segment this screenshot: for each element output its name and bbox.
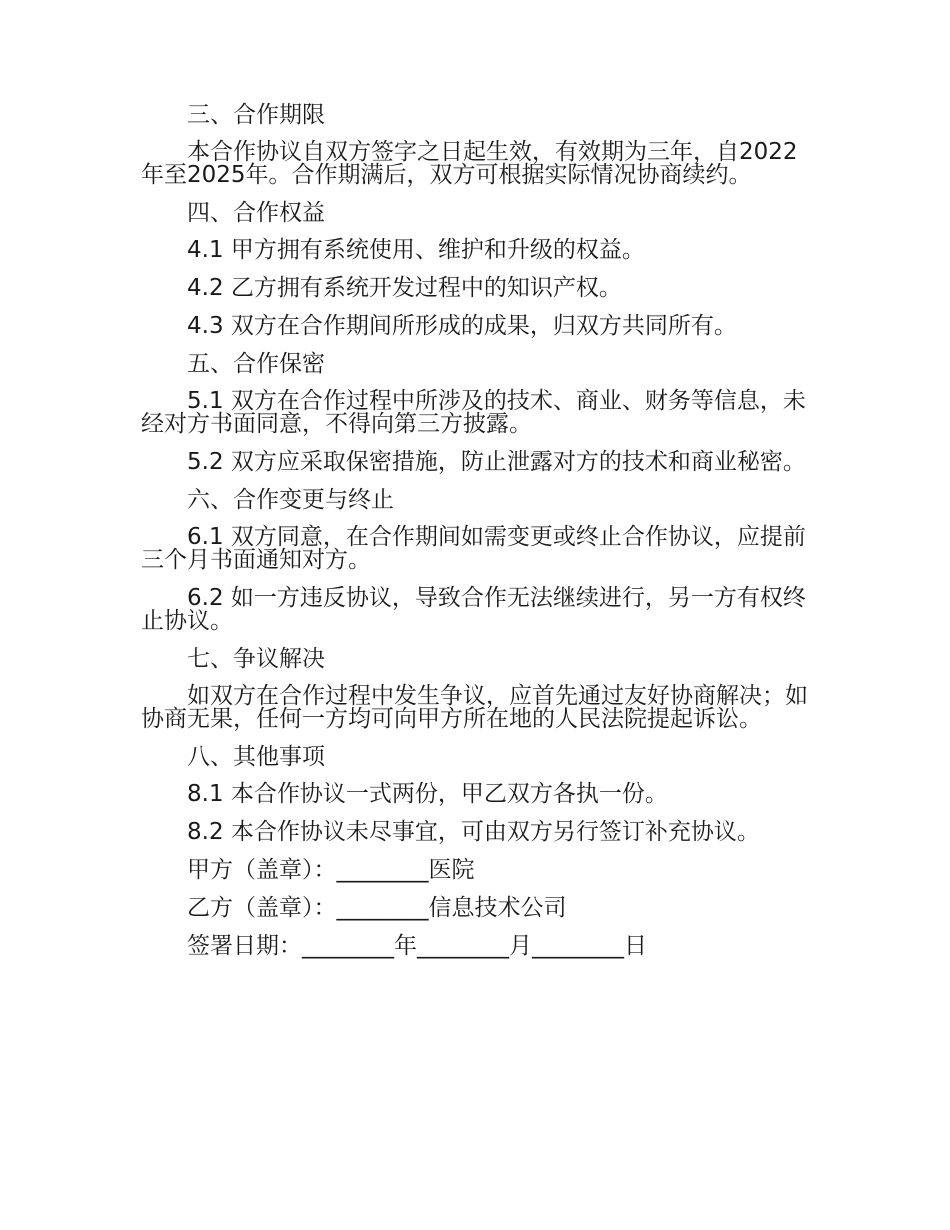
clause-4-2: 4.2 乙方拥有系统开发过程中的知识产权。	[187, 275, 622, 301]
signing-date-line: 签署日期：________年________月________日	[187, 933, 647, 959]
clause-4-1: 4.1 甲方拥有系统使用、维护和升级的权益。	[187, 237, 645, 263]
section-heading-other: 八、其他事项	[187, 744, 325, 770]
paragraph-term: 本合作协议自双方签字之日起生效，有效期为三年，自2022年至2025年。合作期满后，双方可根据实际情况协商续约。	[141, 139, 798, 188]
party-a-signature-line: 甲方（盖章）：________医院	[187, 857, 475, 883]
paragraph-dispute: 如双方在合作过程中发生争议，应首先通过友好协商解决；如协商无果，任何一方均可向甲方所在地的人民法院提起诉讼。	[141, 683, 808, 732]
section-heading-confidentiality: 五、合作保密	[187, 351, 325, 377]
section-heading-rights: 四、合作权益	[187, 200, 325, 226]
section-heading-dispute: 七、争议解决	[187, 646, 325, 672]
clause-4-3: 4.3 双方在合作期间所形成的成果，归双方共同所有。	[187, 313, 737, 339]
clause-8-2: 8.2 本合作协议未尽事宜，可由双方另行签订补充协议。	[187, 819, 760, 845]
clause-6-2: 6.2 如一方违反协议，导致合作无法继续进行，另一方有权终止协议。	[141, 585, 806, 634]
clause-5-2: 5.2 双方应采取保密措施，防止泄露对方的技术和商业秘密。	[187, 449, 806, 475]
section-heading-term: 三、合作期限	[187, 102, 325, 128]
section-heading-change-termination: 六、合作变更与终止	[187, 487, 394, 513]
document-body	[141, 104, 813, 973]
party-b-signature-line: 乙方（盖章）：________信息技术公司	[187, 895, 567, 921]
clause-8-1: 8.1 本合作协议一式两份，甲乙双方各执一份。	[187, 781, 668, 807]
clause-5-1: 5.1 双方在合作过程中所涉及的技术、商业、财务等信息，未经对方书面同意，不得向第三方披露。	[141, 388, 806, 437]
clause-6-1: 6.1 双方同意，在合作期间如需变更或终止合作协议，应提前三个月书面通知对方。	[141, 524, 806, 573]
